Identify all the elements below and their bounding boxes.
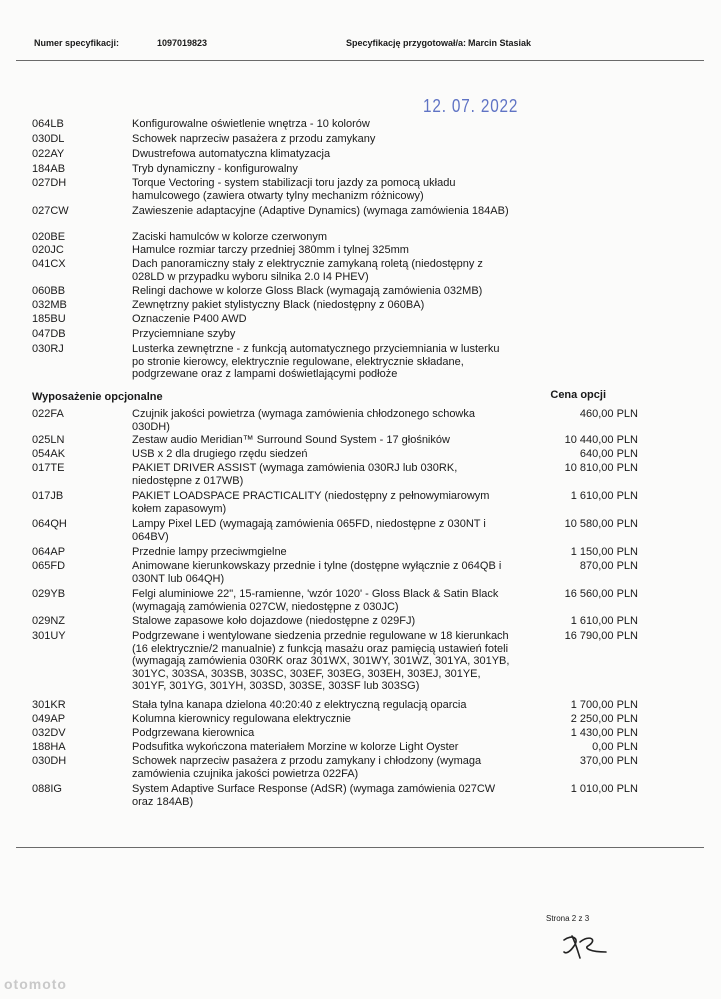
option-price: 870,00 PLN xyxy=(579,560,638,572)
option-description: Zewnętrzny pakiet stylistyczny Black (niedostępny z 060BA) xyxy=(132,299,425,311)
spec-number-label: Numer specyfikacji: xyxy=(34,38,120,48)
option-price: 370,00 PLN xyxy=(579,755,638,767)
option-description: Czujnik jakości powietrza (wymaga zamówienia chłodzonego schowka 030DH) xyxy=(132,408,475,433)
signature-mark xyxy=(560,930,610,964)
option-code: 020JC xyxy=(32,244,64,256)
section-title: Wyposażenie opcjonalne xyxy=(32,391,163,403)
option-code: 301KR xyxy=(32,699,66,711)
option-code: 022FA xyxy=(32,408,64,420)
option-code: 027CW xyxy=(32,205,69,217)
option-code: 029YB xyxy=(32,588,66,600)
option-code: 047DB xyxy=(32,328,66,340)
option-description: Stała tylna kanapa dzielona 40:20:40 z elektryczną regulacją oparcia xyxy=(132,699,467,711)
option-description: Stalowe zapasowe koło dojazdowe (niedostępne z 029FJ) xyxy=(132,615,416,627)
option-description: Oznaczenie P400 AWD xyxy=(132,313,247,325)
option-code: 184AB xyxy=(32,163,66,175)
option-description: Zawieszenie adaptacyjne (Adaptive Dynamics) (wymaga zamówienia 184AB) xyxy=(132,205,509,217)
page-number: Strona 2 z 3 xyxy=(546,914,590,923)
option-description: Dwustrefowa automatyczna klimatyzacja xyxy=(132,148,331,160)
option-description: Kolumna kierownicy regulowana elektrycznie xyxy=(132,713,351,725)
option-price: 1 010,00 PLN xyxy=(570,783,638,795)
option-code: 017JB xyxy=(32,490,64,502)
option-description: Podgrzewana kierownica xyxy=(132,727,255,739)
option-code: 054AK xyxy=(32,448,66,460)
option-price: 10 810,00 PLN xyxy=(564,462,638,474)
option-description: Felgi aluminiowe 22", 15-ramienne, 'wzór 1020' - Gloss Black & Satin Black (wymagają zamówienia 027CW, niedostępne z 030JC) xyxy=(132,588,499,613)
option-description: Lusterka zewnętrzne - z funkcją automatycznego przyciemniania w lusterku po stronie kierowcy, elektrycznie regulowane, elektrycznie składane, podgrzewane oraz z lampami doświetlającymi podłoże xyxy=(132,343,500,380)
option-description: Przyciemniane szyby xyxy=(132,328,236,340)
option-code: 185BU xyxy=(32,313,66,325)
option-price: 460,00 PLN xyxy=(579,408,638,420)
option-price: 640,00 PLN xyxy=(579,448,638,460)
option-price: 0,00 PLN xyxy=(592,741,638,753)
option-price: 1 700,00 PLN xyxy=(570,699,638,711)
option-price: 1 610,00 PLN xyxy=(570,490,638,502)
option-code: 029NZ xyxy=(32,615,66,627)
option-code: 301UY xyxy=(32,630,66,642)
header-rule xyxy=(16,60,704,61)
option-code: 064LB xyxy=(32,118,64,130)
price-column-header: Cena opcji xyxy=(550,389,606,401)
option-description: Dach panoramiczny stały z elektrycznie zamykaną roletą (niedostępny z 028LD w przypadku wyboru silnika 2.0 I4 PHEV) xyxy=(132,258,483,283)
date-stamp: 12. 07. 2022 xyxy=(423,96,519,116)
option-code: 022AY xyxy=(32,148,65,160)
prepared-by-label: Specyfikację przygotował/a: xyxy=(346,38,467,48)
option-code: 032MB xyxy=(32,299,67,311)
option-code: 030DH xyxy=(32,755,67,767)
option-price: 10 440,00 PLN xyxy=(564,434,638,446)
watermark-logo: otomoto xyxy=(4,976,67,992)
option-code: 025LN xyxy=(32,434,65,446)
option-description: Przednie lampy przeciwmgielne xyxy=(132,546,287,558)
option-description: PAKIET LOADSPACE PRACTICALITY (niedostępny z pełnowymiarowym kołem zapasowym) xyxy=(132,490,490,515)
option-description: Tryb dynamiczny - konfigurowalny xyxy=(132,163,298,175)
option-code: 020BE xyxy=(32,231,66,243)
option-code: 060BB xyxy=(32,285,66,297)
option-description: PAKIET DRIVER ASSIST (wymaga zamówienia 030RJ lub 030RK, niedostępne z 017WB) xyxy=(132,462,458,487)
option-price: 16 560,00 PLN xyxy=(564,588,638,600)
option-price: 10 580,00 PLN xyxy=(564,518,638,530)
option-description: Schowek naprzeciw pasażera z przodu zamykany xyxy=(132,133,376,145)
option-description: Hamulce rozmiar tarczy przedniej 380mm i tylnej 325mm xyxy=(132,244,409,256)
option-description: Podsufitka wykończona materiałem Morzine w kolorze Light Oyster xyxy=(132,741,459,753)
spec-number-value: 1097019823 xyxy=(157,38,208,48)
option-description: Zaciski hamulców w kolorze czerwonym xyxy=(132,231,327,243)
option-description: Konfigurowalne oświetlenie wnętrza - 10 kolorów xyxy=(132,118,370,130)
option-code: 088IG xyxy=(32,783,62,795)
option-code: 032DV xyxy=(32,727,66,739)
footer-rule xyxy=(16,847,704,848)
option-description: Torque Vectoring - system stabilizacji toru jazdy za pomocą układu hamulcowego (zawiera otwarty tylny mechanizm różnicowy) xyxy=(132,177,456,202)
prepared-by-name: Marcin Stasiak xyxy=(468,38,532,48)
option-description: Animowane kierunkowskazy przednie i tylne (dostępne wyłącznie z 064QB i 030NT lub 064QH) xyxy=(132,560,502,585)
option-code: 049AP xyxy=(32,713,66,725)
option-description: Lampy Pixel LED (wymagają zamówienia 065FD, niedostępne z 030NT i 064BV) xyxy=(132,518,486,543)
option-description: Zestaw audio Meridian™ Surround Sound System - 17 głośników xyxy=(132,434,450,446)
option-code: 017TE xyxy=(32,462,65,474)
option-price: 1 150,00 PLN xyxy=(570,546,638,558)
option-description: Podgrzewane i wentylowane siedzenia przednie regulowane w 18 kierunkach (16 elektrycznie/2 manualnie) z funkcją masażu oraz pamięcią ustawień foteli (wymagają zamówienia 030RK oraz 301WX, 301WY, 301WZ, 301YA, 301YB, 301YC, 303SA, 303SB, 303SC, 303EF, 303EG, 303EH, 303EJ, 301YE, 301YF, 301YG, 301YH, 303SD, 303SE, 303SF lub 303SG) xyxy=(132,630,510,692)
option-code: 030RJ xyxy=(32,343,64,355)
option-code: 030DL xyxy=(32,133,65,145)
option-description: System Adaptive Surface Response (AdSR) (wymaga zamówienia 027CW oraz 184AB) xyxy=(132,783,496,808)
option-code: 065FD xyxy=(32,560,66,572)
option-code: 027DH xyxy=(32,177,67,189)
option-price: 1 430,00 PLN xyxy=(570,727,638,739)
option-description: Schowek naprzeciw pasażera z przodu zamykany i chłodzony (wymaga zamówienia czujnika jakości powietrza 022FA) xyxy=(132,755,482,780)
option-code: 064QH xyxy=(32,518,67,530)
option-code: 188HA xyxy=(32,741,66,753)
option-price: 2 250,00 PLN xyxy=(570,713,638,725)
option-description: Relingi dachowe w kolorze Gloss Black (wymagają zamówienia 032MB) xyxy=(132,285,483,297)
option-price: 1 610,00 PLN xyxy=(570,615,638,627)
option-description: USB x 2 dla drugiego rzędu siedzeń xyxy=(132,448,308,460)
option-price: 16 790,00 PLN xyxy=(564,630,638,642)
option-code: 041CX xyxy=(32,258,66,270)
option-code: 064AP xyxy=(32,546,66,558)
